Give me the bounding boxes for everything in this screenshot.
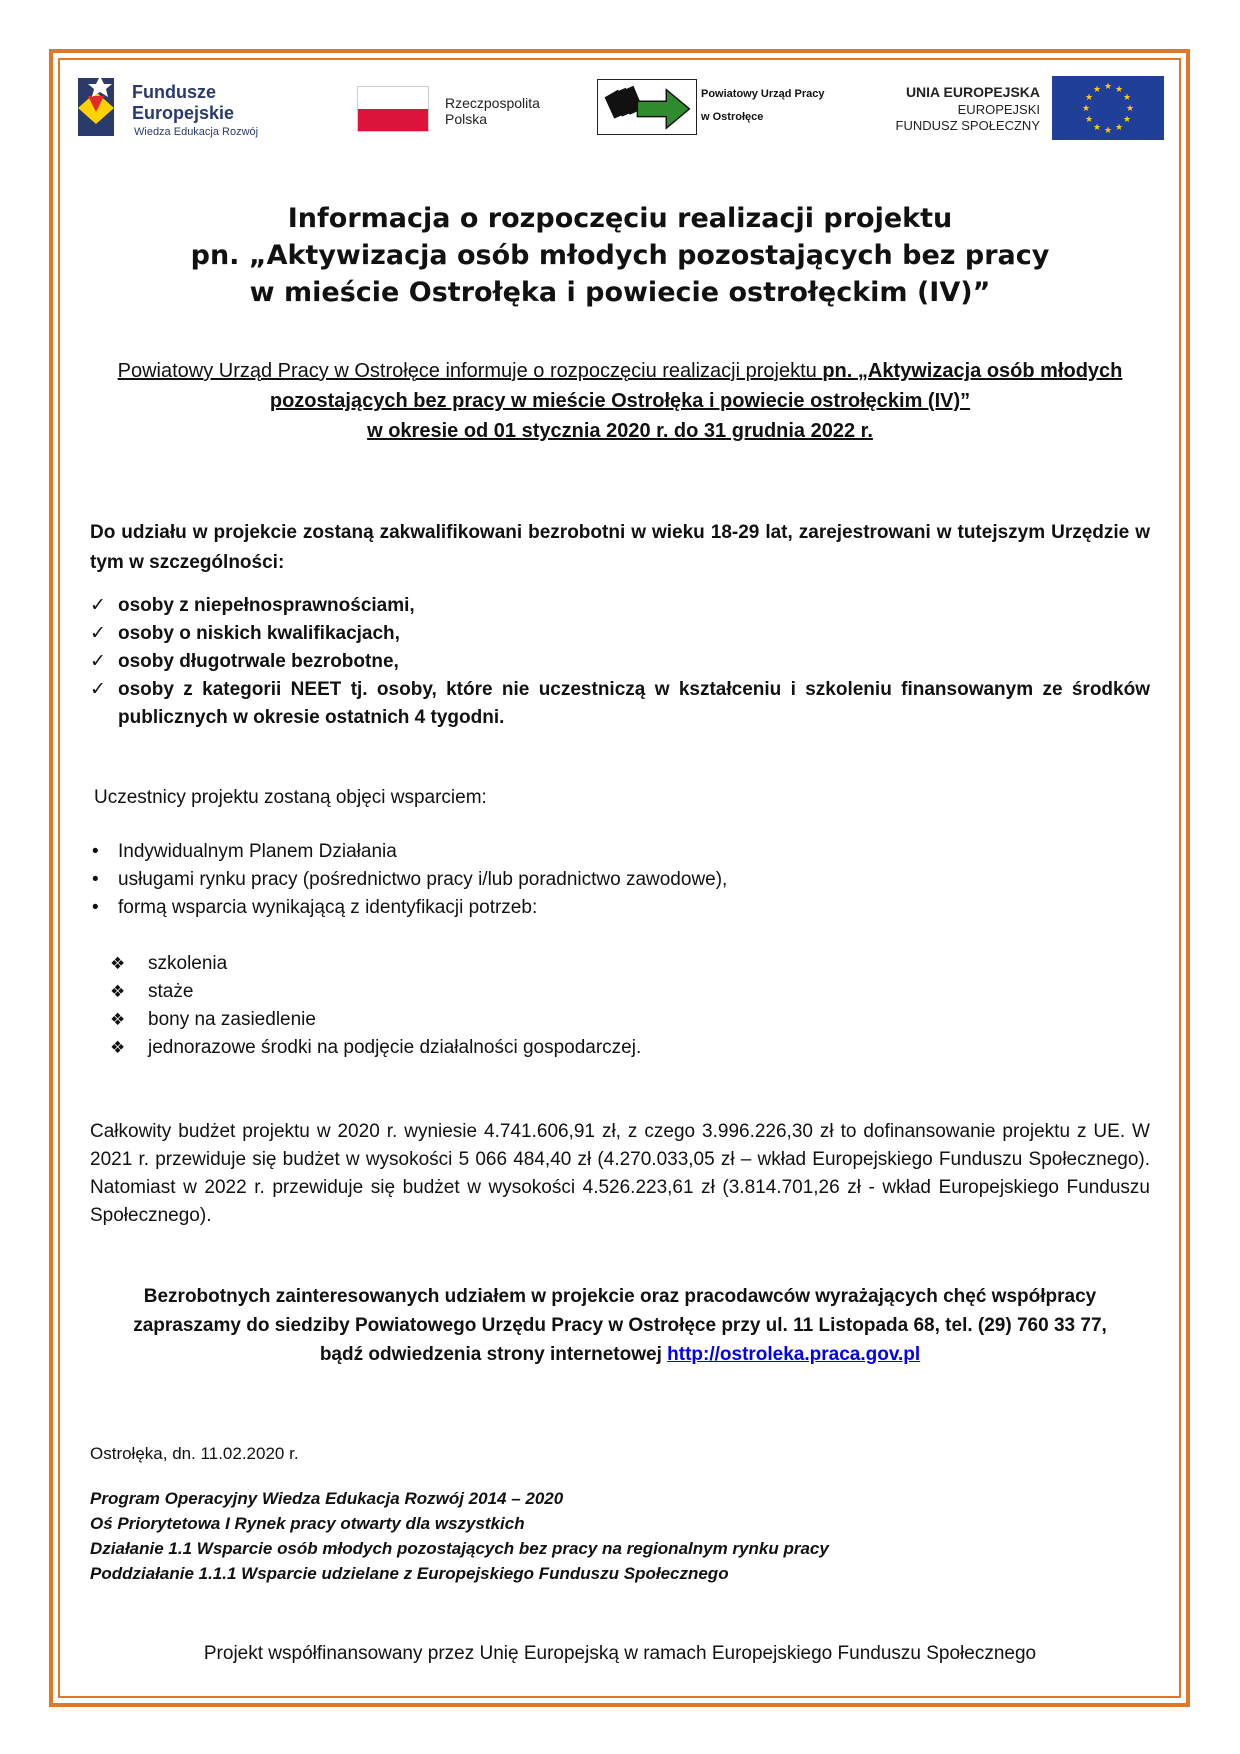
polish-flag-icon [357, 86, 429, 132]
list-item: ❖ jednorazowe środki na podjęcie działalności gospodarczej. [110, 1034, 1010, 1062]
ue-line3: FUNDUSZ SPOŁECZNY [895, 118, 1040, 133]
diamond-bullet-icon: ❖ [110, 1010, 126, 1029]
fe-star-icon [74, 72, 122, 142]
target-group-list [90, 592, 1150, 732]
checkmark-icon: ✓ [90, 595, 106, 616]
contact-line3: bądź odwiedzenia strony internetowej http://ostroleka.praca.gov.pl [319, 1344, 921, 1365]
list-item: ✓ osoby z niepełnosprawnościami, [90, 592, 1150, 620]
intro-period: w okresie od 01 stycznia 2020 r. do 31 grudnia 2022 r. [367, 420, 873, 442]
budget-paragraph: Całkowity budżet projektu w 2020 r. wyniesie 4.741.606,91 zł, z czego 3.996.226,30 zł to dofinansowanie projektu z UE. W 2021 r. przewiduje się budżet w wysokości 5 066 484,40 zł (4.270.033,05 zł – wkład Europejskiego Funduszu Społecznego). Natomiast w 2022 r. przewiduje się budżet w wysokości 4.526.223,61 zł (3.814.701,26 zł - wkład Europejskiego Funduszu Społecznego). [90, 1121, 1150, 1226]
svg-text:★: ★ [1103, 126, 1113, 136]
list-item: ✓ osoby o niskich kwalifikacjach, [90, 620, 1150, 648]
logo-powiatowy-urzad-pracy [597, 79, 859, 135]
svg-text:★: ★ [1084, 93, 1094, 103]
checkmark-icon: ✓ [90, 623, 106, 644]
list-item: ✓ osoby z kategorii NEET tj. osoby, które nie uczestniczą w kształceniu i szkoleniu finansowanym ze środków publicznych w okresie ostatnich 4 tygodni. [90, 676, 1150, 732]
support-list [90, 838, 1150, 922]
rp-line2: Polska [445, 111, 488, 127]
svg-text:★: ★ [1114, 85, 1124, 95]
intro-text: Powiatowy Urząd Pracy w Ostrołęce informuje o rozpoczęciu realizacji projektu [117, 360, 823, 382]
program-line: Działanie 1.1 Wsparcie osób młodych pozostających bez pracy na regionalnym rynku pracy [90, 1539, 829, 1558]
cofinancing-footer: Projekt współfinansowany przez Unię Europejską w ramach Europejskiego Funduszu Społecznego [203, 1643, 1037, 1664]
svg-text:★: ★ [1092, 85, 1102, 95]
logo-rzeczpospolita-polska [357, 86, 587, 136]
bullet-icon: • [92, 897, 99, 918]
bullet-icon: • [92, 869, 99, 890]
svg-text:★: ★ [1114, 123, 1124, 133]
contact-line2: zapraszamy do siedziby Powiatowego Urzędu Pracy w Ostrołęce przy ul. 11 Listopada 68, tel. (29) 760 33 77, [133, 1315, 1107, 1336]
program-line: Oś Priorytetowa I Rynek pracy otwarty dla wszystkich [90, 1514, 525, 1533]
ue-line1: UNIA EUROPEJSKA [905, 84, 1040, 100]
svg-text:★: ★ [1122, 93, 1132, 103]
svg-text:★: ★ [1092, 123, 1102, 133]
svg-text:★: ★ [1084, 115, 1094, 125]
diamond-bullet-icon: ❖ [110, 954, 126, 973]
support-forms-list [110, 950, 1010, 1062]
document-date: Ostrołęka, dn. 11.02.2020 r. [90, 1444, 299, 1463]
intro-project-name: pn. „Aktywizacja osób młodych pozostających bez pracy w mieście Ostrołęka i powiecie ostrołęckim (IV)” [269, 360, 1123, 412]
contact-paragraph [90, 1282, 1150, 1369]
pup-line1: Powiatowy Urząd Pracy [701, 88, 825, 100]
checkmark-icon: ✓ [90, 651, 106, 672]
logo-fundusze-europejskie [74, 72, 304, 144]
pup-line2: w Ostrołęce [701, 111, 764, 123]
logo-unia-europejska [880, 76, 1164, 140]
diamond-bullet-icon: ❖ [110, 1038, 126, 1057]
website-link[interactable]: http://ostroleka.praca.gov.pl [667, 1344, 921, 1365]
eu-flag-icon [1052, 76, 1164, 140]
svg-text:★: ★ [1122, 115, 1132, 125]
list-item: • Indywidualnym Planem Działania [90, 838, 1150, 866]
intro-paragraph [90, 356, 1150, 446]
bullet-icon: • [92, 841, 99, 862]
fe-name-line1: Fundusze [132, 82, 216, 102]
fe-name-line2: Europejskie [132, 103, 235, 123]
contact-line1: Bezrobotnych zainteresowanych udziałem w projekcie oraz pracodawców wyrażających chęć współpracy [143, 1286, 1097, 1307]
title-line2: pn. „Aktywizacja osób młodych pozostających bez pracy [190, 240, 1050, 271]
diamond-bullet-icon: ❖ [110, 982, 126, 1001]
fe-program-name: Wiedza Edukacja Rozwój [134, 126, 259, 138]
program-info [90, 1486, 1150, 1586]
svg-text:★: ★ [1081, 104, 1091, 114]
page-title [90, 200, 1150, 311]
title-line3: w mieście Ostrołęka i powiecie ostrołęckim (IV)” [249, 277, 991, 308]
eligibility-paragraph: Do udziału w projekcie zostaną zakwalifikowani bezrobotni w wieku 18-29 lat, zarejestrowani w tutejszym Urzędzie w tym w szczególności: [90, 522, 1150, 573]
ue-line2: EUROPEJSKI [957, 102, 1040, 117]
program-line: Poddziałanie 1.1.1 Wsparcie udzielane z Europejskiego Funduszu Społecznego [90, 1564, 729, 1583]
pup-arrow-icon [597, 79, 697, 135]
list-item: ❖ bony na zasiedlenie [110, 1006, 1010, 1034]
rp-line1: Rzeczpospolita [445, 95, 540, 111]
title-line1: Informacja o rozpoczęciu realizacji projektu [287, 203, 953, 234]
program-line: Program Operacyjny Wiedza Edukacja Rozwój 2014 – 2020 [90, 1489, 564, 1508]
svg-text:★: ★ [1103, 82, 1113, 92]
list-item: ❖ szkolenia [110, 950, 1010, 978]
svg-text:★: ★ [1125, 104, 1135, 114]
list-item: ❖ staże [110, 978, 1010, 1006]
checkmark-icon: ✓ [90, 679, 106, 700]
list-item: • formą wsparcia wynikającą z identyfikacji potrzeb: [90, 894, 1150, 922]
support-intro: Uczestnicy projektu zostaną objęci wsparciem: [94, 787, 487, 808]
list-item: ✓ osoby długotrwale bezrobotne, [90, 648, 1150, 676]
list-item: • usługami rynku pracy (pośrednictwo pracy i/lub poradnictwo zawodowe), [90, 866, 1150, 894]
